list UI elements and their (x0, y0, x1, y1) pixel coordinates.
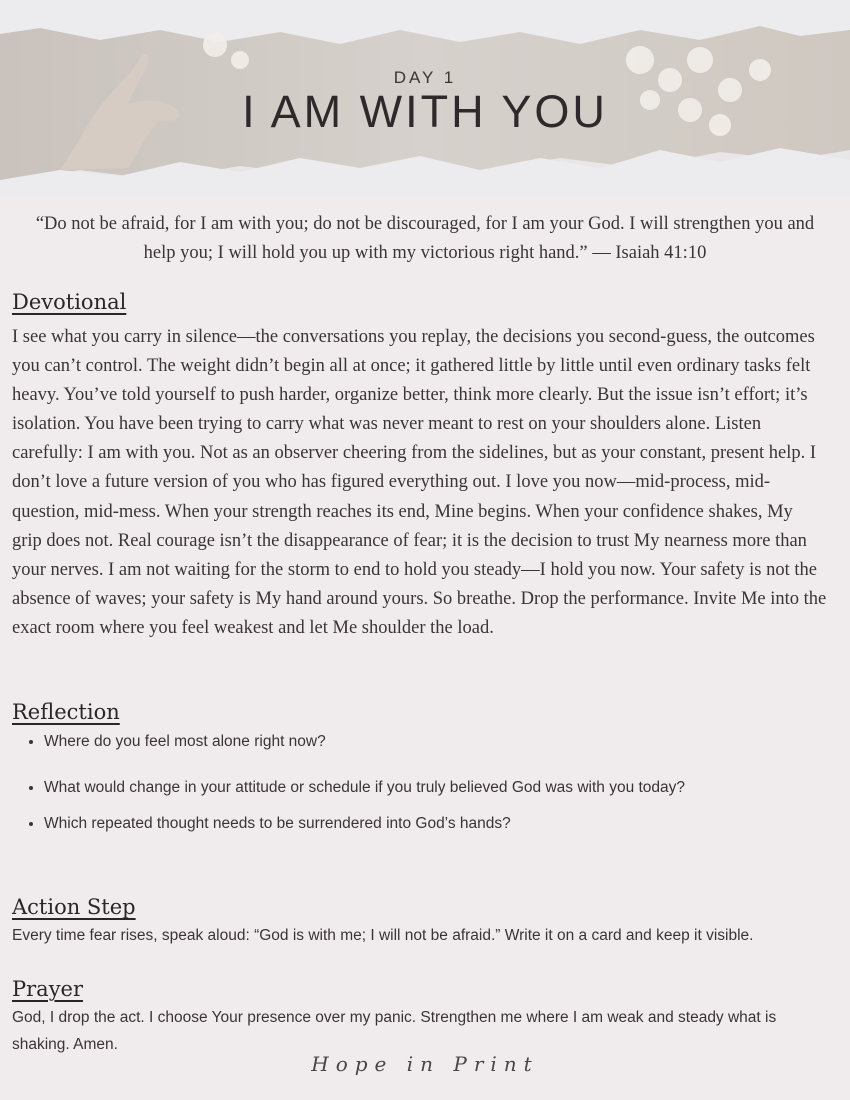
reflection-list (18, 733, 834, 838)
header-banner (0, 0, 850, 195)
signature-logo: Hope in Print (311, 1052, 539, 1076)
reflection-heading: Reflection (12, 700, 120, 724)
page-title: I AM WITH YOU (242, 86, 608, 137)
devotional-heading: Devotional (12, 290, 127, 314)
reflection-item: • Where do you feel most alone right now? (44, 733, 834, 756)
prayer-heading: Prayer (12, 977, 84, 1001)
reflection-item: • Which repeated thought needs to be surrendered into God’s hands? (44, 815, 834, 838)
action-step-heading: Action Step (12, 895, 136, 919)
scripture-verse: “Do not be afraid, for I am with you; do not be discouraged, for I am your God. I will strengthen you and help you; I will hold you up with my victorious right hand.” — Isaiah 41:10 (35, 214, 815, 263)
action-step-text: Every time fear rises, speak aloud: “God is with me; I will not be afraid.” Write it on a card and keep it visible. (12, 927, 754, 944)
reflection-item: • What would change in your attitude or schedule if you truly believed God was with you today? (44, 779, 834, 802)
devotional-body: I see what you carry in silence—the conversations you replay, the decisions you second-guess, the outcomes you can’t control. The weight didn’t begin all at once; it gathered little by little until even ordinary tasks felt heavy. You’ve told yourself to push harder, organize better, think more clearly. But the issue isn’t effort; it’s isolation. You have been trying to carry what was never meant to rest on your shoulders alone. Listen carefully: I am with you. Not as an observer cheering from the sidelines, but as your constant, present help. I don’t love a future version of you who has figured everything out. I love you now—mid-process, mid-question, mid-mess. When your strength reaches its end, Mine begins. When your confidence shakes, My grip does not. Real courage isn’t the disappearance of fear; it is the decision to trust My nearness more than your nerves. I am not waiting for the storm to end to hold you steady—I hold you now. Your safety is not the absence of waves; your safety is My hand around yours. So breathe. Drop the performance. Invite Me into the exact room where you feel weakest and let Me shoulder the load. (12, 327, 827, 638)
day-label: DAY 1 (393, 68, 457, 87)
prayer-text: God, I drop the act. I choose Your presence over my panic. Strengthen me where I am weak and steady what is shaking. Amen. (12, 1009, 777, 1053)
